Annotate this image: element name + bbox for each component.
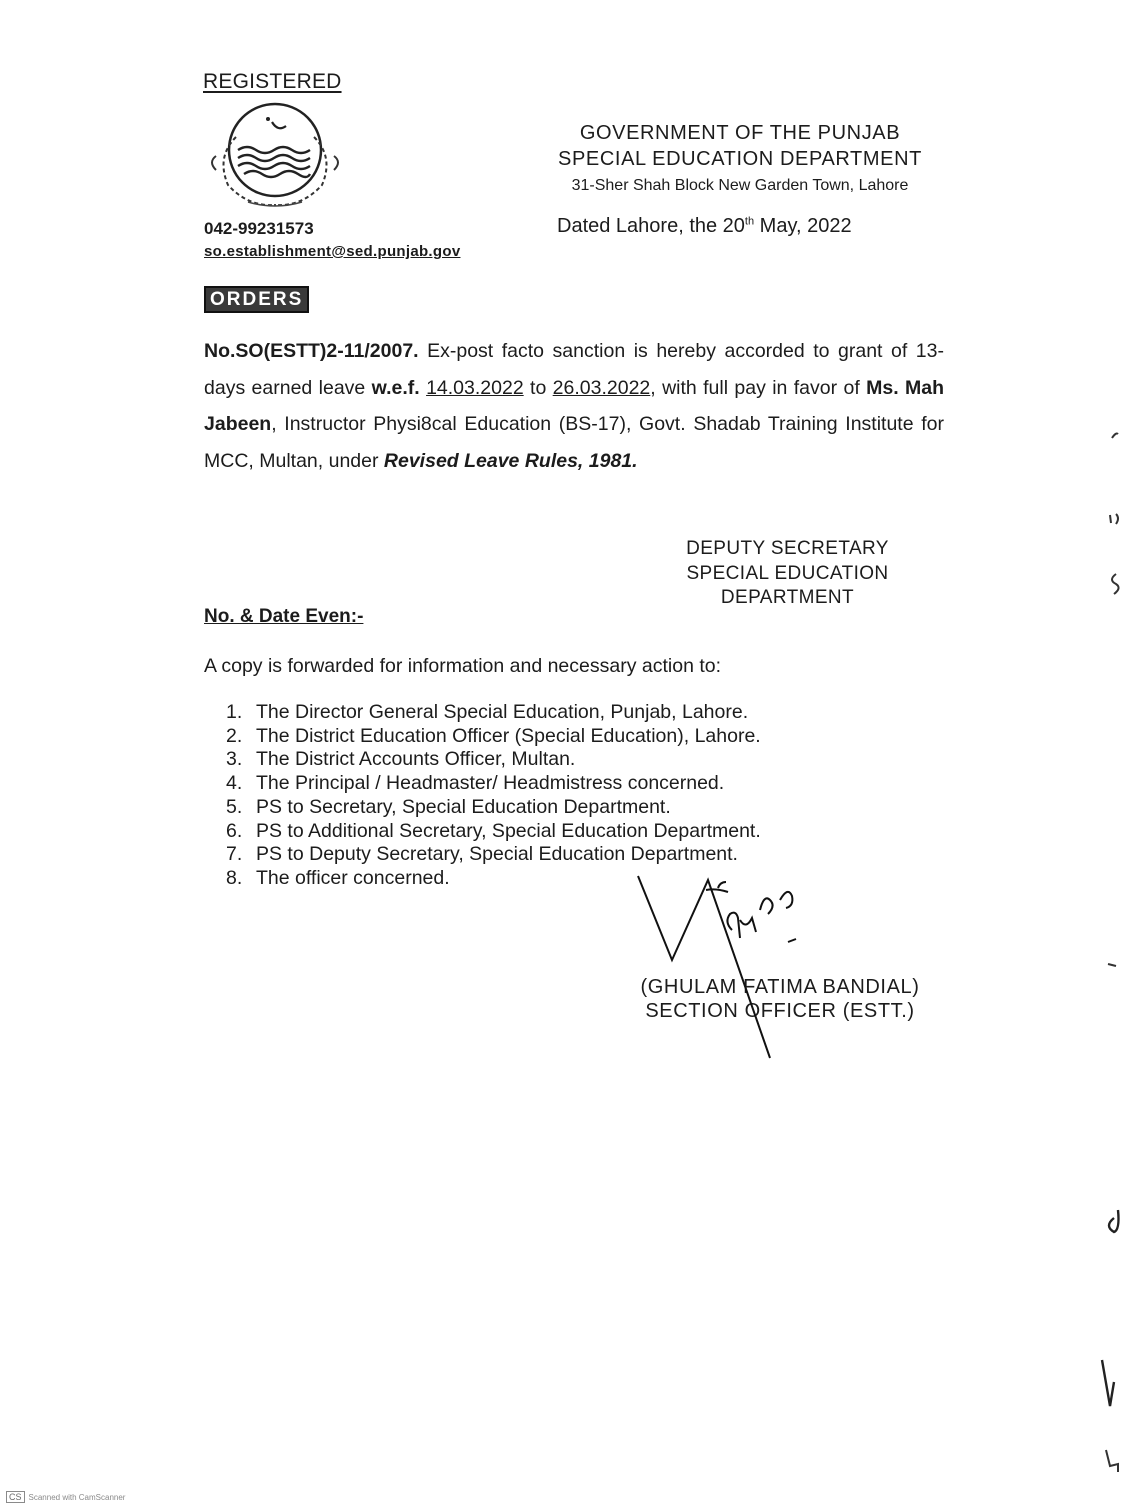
government-name: GOVERNMENT OF THE PUNJAB (579, 122, 901, 144)
orders-badge: ORDERS (204, 286, 309, 313)
signer-name: (GHULAM FATIMA BANDIAL) (640, 976, 920, 998)
recipient-number: 7. (226, 843, 243, 866)
recipient-text: PS to Secretary, Special Education Department. (256, 795, 671, 818)
date-prefix: Dated Lahore, the 20 (557, 215, 745, 237)
order-number: No.SO(ESTT)2-11/2007. (204, 340, 419, 362)
recipient-text: The Director General Special Education, Punjab, Lahore. (256, 701, 749, 723)
order-to-word: to (523, 376, 553, 399)
recipient-number: 6. (226, 819, 243, 842)
recipient-text: The Principal / Headmaster/ Headmistress concerned. (256, 772, 725, 795)
department-address: 31-Sher Shah Block New Garden Town, Lahore (571, 177, 909, 194)
email-address: so.establishment@sed.punjab.gov (204, 243, 461, 260)
date-suffix: May, 2022 (754, 215, 852, 237)
recipient-number: 3. (226, 748, 243, 771)
recipient-number: 2. (226, 724, 243, 747)
no-date-even: No. & Date Even:- (204, 606, 364, 627)
recipient-item (226, 748, 761, 772)
leave-from-date: 14.03.2022 (426, 376, 524, 399)
recipient-text: PS to Additional Secretary, Special Education Department. (256, 819, 761, 842)
recipient-item (226, 725, 761, 749)
phone-number: 042-99231573 (204, 219, 314, 238)
date-line (557, 215, 852, 238)
employee-name: Ms. Mah Jabeen (204, 376, 944, 435)
recipient-text: The officer concerned. (256, 866, 450, 889)
recipient-item (226, 701, 761, 725)
recipients-list (226, 701, 761, 891)
camscanner-text: Scanned with CamScanner (28, 1493, 126, 1502)
recipient-number: 4. (226, 772, 243, 795)
leave-rules: Revised Leave Rules, 1981. (383, 449, 638, 472)
copy-forwarded-line: A copy is forwarded for information and necessary action to: (204, 655, 722, 677)
registered-label: REGISTERED (203, 70, 342, 93)
deputy-line-2: SPECIAL EDUCATION (686, 562, 889, 584)
handwritten-signature-icon (620, 870, 850, 1065)
punjab-emblem-icon (208, 102, 343, 212)
date-superscript: th (744, 215, 755, 228)
order-text-3: , Instructor Physi8cal Education (BS-17), Govt. Shadab Training Institute for MCC, Multan, under (204, 413, 944, 472)
recipient-number: 8. (226, 866, 243, 889)
recipient-text: The District Accounts Officer, Multan. (256, 748, 576, 771)
recipient-number: 1. (226, 701, 243, 723)
recipient-item (226, 796, 761, 820)
camscanner-footer (6, 1491, 125, 1503)
order-wef: w.e.f. (371, 376, 420, 399)
order-text-2: , with full pay in favor of (650, 376, 867, 399)
recipient-item (226, 820, 761, 844)
order-paragraph (204, 333, 944, 479)
deputy-line-3: DEPARTMENT (720, 587, 855, 608)
camscanner-logo: CS (6, 1491, 25, 1503)
signer-designation: SECTION OFFICER (ESTT.) (645, 1000, 915, 1022)
order-text-1: Ex-post facto sanction is hereby accorded to grant of 13-days earned leave (204, 340, 944, 399)
recipient-number: 5. (226, 795, 243, 818)
recipient-text: The District Education Officer (Special Education), Lahore. (256, 724, 761, 747)
margin-annotation-icon (1092, 0, 1122, 1512)
deputy-line-1: DEPUTY SECRETARY (686, 538, 889, 559)
department-name: SPECIAL EDUCATION DEPARTMENT (558, 148, 922, 170)
recipient-item (226, 772, 761, 796)
leave-to-date: 26.03.2022 (552, 376, 651, 399)
government-header (500, 120, 980, 198)
deputy-secretary-block (660, 537, 915, 611)
recipient-item (226, 843, 761, 867)
recipient-text: PS to Deputy Secretary, Special Education Department. (256, 843, 738, 866)
